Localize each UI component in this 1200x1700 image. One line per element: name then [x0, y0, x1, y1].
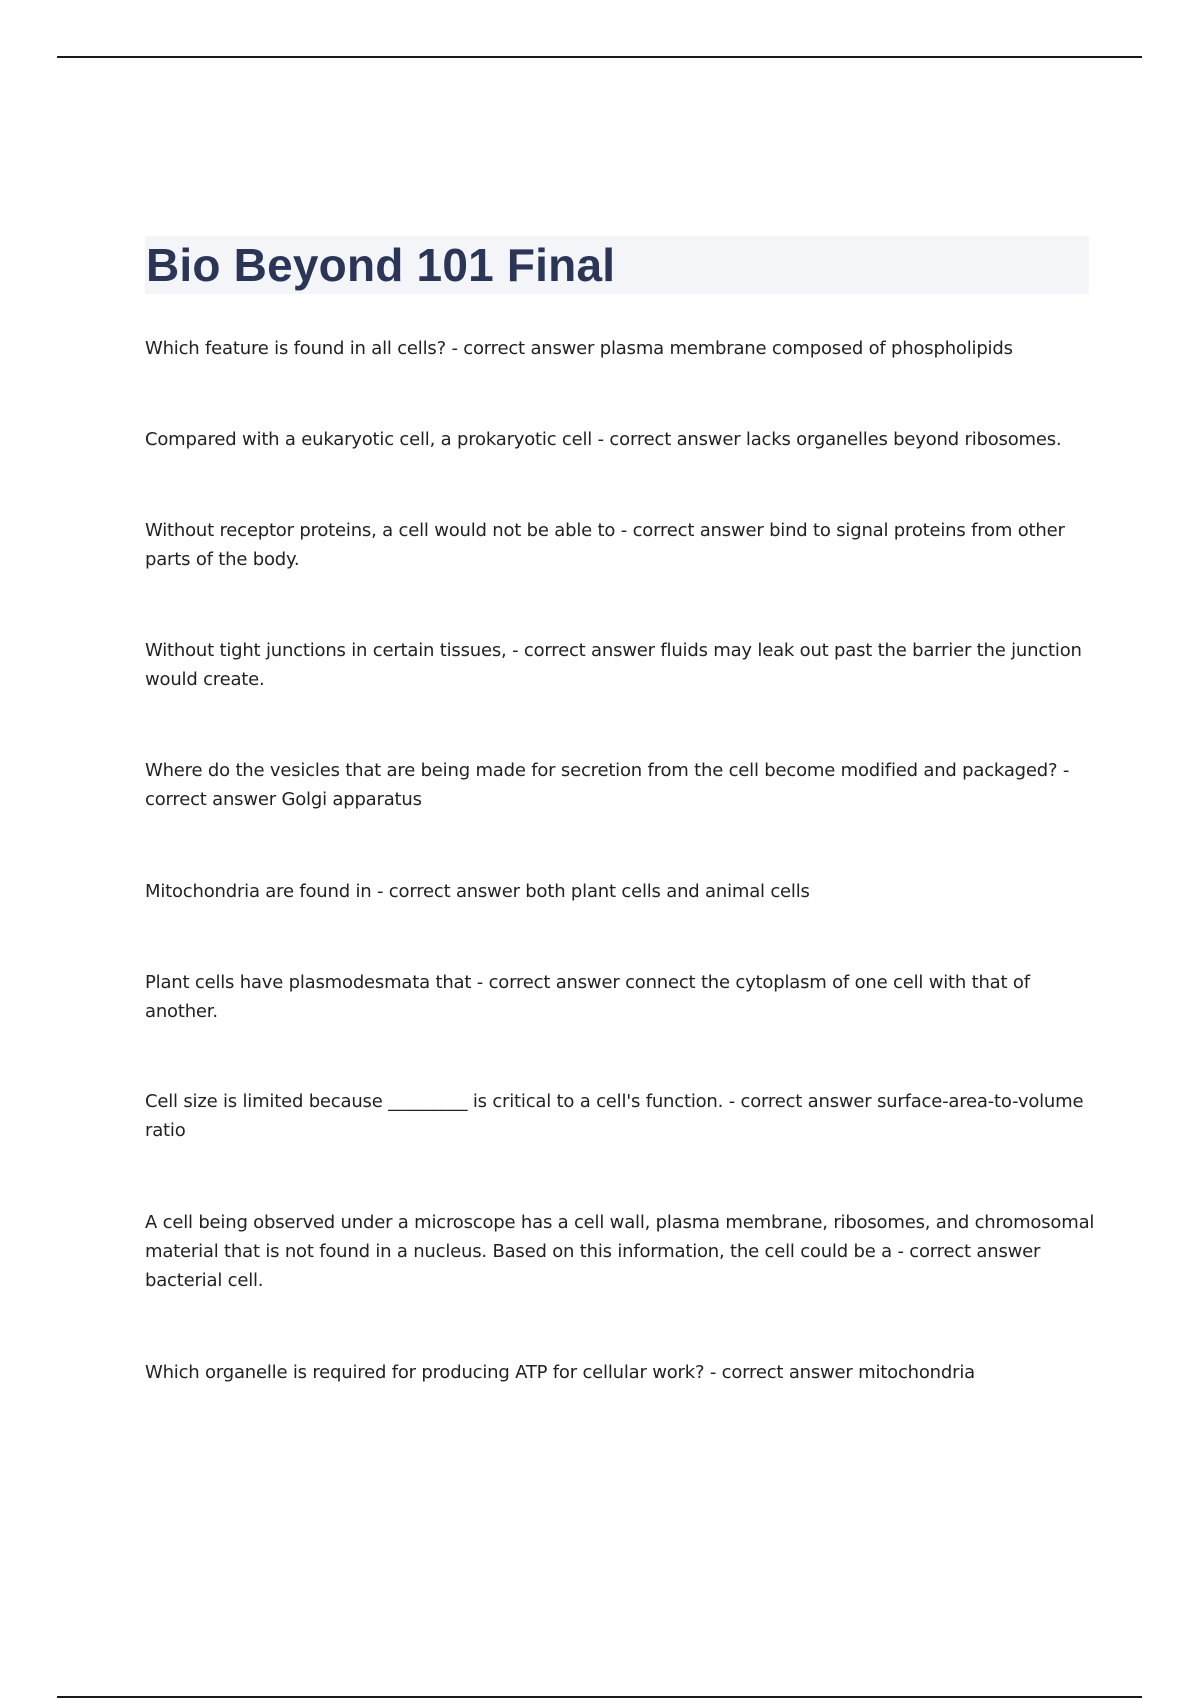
- answer-separator: - correct answer: [445, 338, 600, 359]
- question-text: Cell size is limited because _________ is critical to a cell's function.: [145, 1091, 724, 1112]
- qa-item: [145, 756, 1095, 814]
- answer-separator: - correct answer: [592, 429, 746, 450]
- question-text: Without receptor proteins, a cell would not be able to: [145, 520, 616, 541]
- question-text: Where do the vesicles that are being made for secretion from the cell become modified and packaged?: [145, 760, 1058, 781]
- answer-text: Golgi apparatus: [281, 789, 422, 810]
- answer-text: lacks organelles beyond ribosomes.: [745, 429, 1062, 450]
- question-text: Without tight junctions in certain tissues,: [145, 640, 507, 661]
- qa-item: [145, 1208, 1095, 1295]
- answer-separator: - correct answer: [145, 760, 1070, 810]
- question-text: Which feature is found in all cells?: [145, 338, 446, 359]
- qa-item: [145, 968, 1095, 1026]
- question-text: Which organelle is required for producing ATP for cellular work?: [145, 1362, 705, 1383]
- answer-text: surface-area-to-volume ratio: [145, 1091, 1084, 1141]
- answer-text: bind to signal proteins from other parts of the body.: [145, 520, 1065, 570]
- answer-separator: - correct answer: [371, 881, 526, 902]
- qa-item: [145, 1358, 1095, 1387]
- answer-separator: - correct answer: [891, 1241, 1041, 1262]
- qa-item: [145, 425, 1095, 454]
- answer-text: mitochondria: [858, 1362, 975, 1383]
- answer-text: fluids may leak out past the barrier the junction would create.: [145, 640, 1082, 690]
- document-title: Bio Beyond 101 Final: [146, 239, 616, 291]
- answer-separator: - correct answer: [723, 1091, 877, 1112]
- answer-text: both plant cells and animal cells: [525, 881, 810, 902]
- answer-separator: - correct answer: [704, 1362, 859, 1383]
- qa-item: [145, 877, 1095, 906]
- question-text: Plant cells have plasmodesmata that: [145, 972, 472, 993]
- answer-text: connect the cytoplasm of one cell with that of another.: [145, 972, 1030, 1022]
- answer-separator: - correct answer: [471, 972, 626, 993]
- question-text: Compared with a eukaryotic cell, a prokaryotic cell: [145, 429, 593, 450]
- qa-item: [145, 516, 1095, 574]
- answer-separator: - correct answer: [506, 640, 661, 661]
- qa-item: [145, 334, 1095, 363]
- answer-separator: - correct answer: [615, 520, 770, 541]
- qa-item: [145, 636, 1095, 694]
- qa-item: [145, 1087, 1095, 1145]
- answer-text: bacterial cell.: [145, 1270, 264, 1291]
- answer-text: plasma membrane composed of phospholipids: [599, 338, 1013, 359]
- top-rule: [57, 56, 1142, 58]
- question-text: Mitochondria are found in: [145, 881, 372, 902]
- question-text: A cell being observed under a microscope has a cell wall, plasma membrane, ribosomes, and chromosomal material that is not found in a nucleus. Based on this information, the cell could be a: [145, 1212, 1095, 1262]
- bottom-rule: [57, 1696, 1142, 1698]
